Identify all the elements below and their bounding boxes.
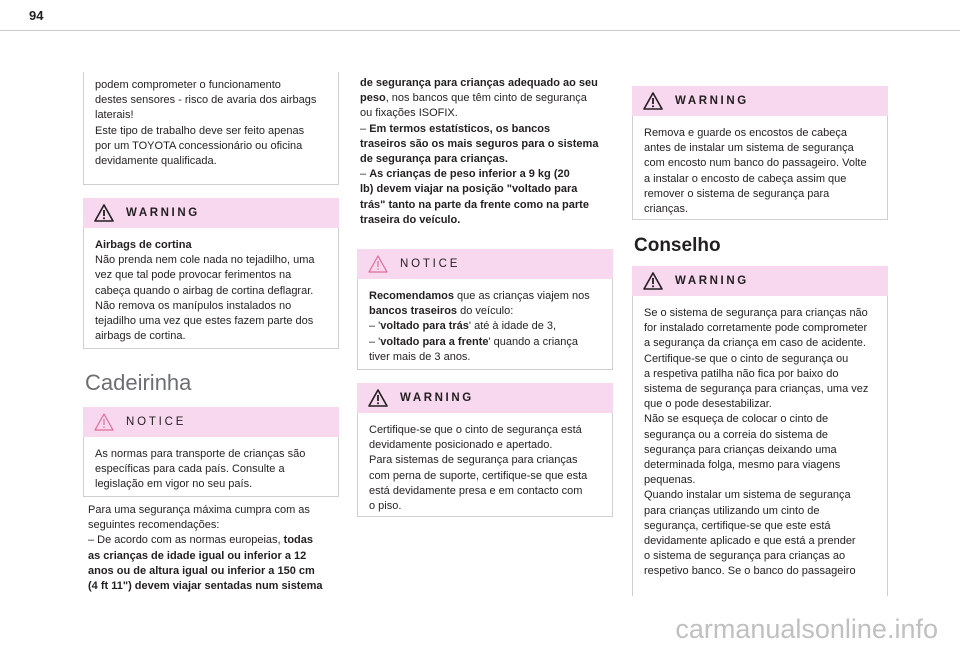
body-bold: peso [360, 92, 386, 105]
notice-bold: Recomendamos [369, 290, 454, 302]
body-dash: – [360, 122, 370, 135]
warning-line: devidamente posicionado e apertado. [369, 439, 553, 452]
warning-box-installation [632, 266, 888, 596]
body-bold: As crianças de peso inferior a 9 kg (20 [369, 168, 570, 181]
notice-line: do veículo: [457, 305, 514, 318]
body-text-col1 [88, 503, 344, 594]
warning-line: antes de instalar um sistema de segurança [644, 142, 854, 155]
warning-line: tejadilho uma vez que estes fazem parte dos [95, 315, 314, 328]
warning-line: segurança ou a correia do sistema de [644, 428, 829, 441]
warning-header [632, 266, 888, 296]
notice-line: As normas para transporte de crianças são [95, 448, 306, 460]
warning-triangle-icon [368, 389, 388, 407]
warning-box-headrests [632, 86, 888, 220]
notice-box-country-rules [83, 407, 339, 497]
body-bold: (4 ft 11") devem viajar sentadas num sistema [88, 580, 323, 593]
warning-line: segurança para crianças deixando uma [644, 443, 837, 456]
notice-line: legislação em vigor no seu país. [95, 478, 253, 491]
continued-line: devidamente qualificada. [95, 155, 217, 168]
warning-line: respetivo banco. Se o banco do passageiro [644, 565, 856, 578]
warning-header [357, 383, 613, 413]
notice-triangle-icon [94, 413, 114, 431]
notice-line: tiver mais de 3 anos. [369, 350, 471, 363]
warning-line: o sistema de segurança para crianças ao [644, 550, 846, 563]
notice-bold: bancos traseiros [369, 305, 458, 318]
section-title-cadeirinha: Cadeirinha [85, 370, 192, 395]
warning-title: Airbags de cortina [95, 239, 192, 251]
warning-line: determinada folga, mesmo para viagens [644, 459, 841, 472]
notice-label: NOTICE [126, 416, 187, 428]
body-bold: de segurança para crianças. [360, 153, 508, 166]
notice-bold: voltado para a frente [380, 335, 489, 348]
warning-line: Para sistemas de segurança para crianças [369, 454, 578, 467]
body-line: Para uma segurança máxima cumpra com as [88, 504, 310, 516]
section-title-conselho: Conselho [634, 235, 721, 256]
continued-line: podem comprometer o funcionamento [95, 79, 281, 91]
warning-line: remover o sistema de segurança para [644, 187, 830, 200]
body-dash: – [360, 168, 370, 181]
warning-line: segurança, certifique-se que este está [644, 519, 831, 532]
warning-line: a instalar o encosto de cabeça assim que [644, 172, 847, 185]
continued-line: Este tipo de trabalho deve ser feito apenas [95, 124, 305, 137]
warning-line: vez que tal pode provocar ferimentos na [95, 269, 292, 282]
warning-line: for instalado corretamente pode comprometer [644, 322, 868, 335]
warning-line: Se o sistema de segurança para crianças não [644, 307, 868, 319]
warning-line: com encosto num banco do passageiro. Volte [644, 157, 867, 170]
continued-line: destes sensores - risco de avaria dos airbags [95, 94, 317, 107]
body-bold: trás" tanto na parte da frente como na parte [360, 198, 589, 211]
warning-triangle-icon [643, 92, 663, 110]
warning-line: Certifique-se que o cinto de segurança está [369, 424, 582, 436]
body-line: seguintes recomendações: [88, 519, 220, 532]
warning-line: pequenas. [644, 474, 696, 487]
notice-line: ' quando a criança [488, 335, 579, 348]
body-bold: lb) devem viajar na posição "voltado para [360, 183, 578, 196]
warning-line: airbags de cortina. [95, 330, 186, 343]
warning-line: sistema de segurança para crianças, uma vez [644, 383, 869, 396]
notice-header [83, 407, 339, 437]
warning-label: WARNING [126, 207, 200, 219]
body-bold: anos ou de altura igual ou inferior a 150 cm [88, 564, 315, 577]
warning-line: Quando instalar um sistema de segurança [644, 489, 851, 502]
notice-line: – ' [369, 335, 381, 348]
continued-line: por um TOYOTA concessionário ou oficina [95, 139, 303, 152]
warning-line: Remova e guarde os encostos de cabeça [644, 127, 848, 139]
body-bold: de segurança para crianças adequado ao seu [360, 77, 598, 89]
warning-label: WARNING [675, 95, 749, 107]
page-number: 94 [29, 8, 44, 23]
warning-line: crianças. [644, 203, 689, 216]
warning-label: WARNING [400, 392, 474, 404]
notice-triangle-icon [368, 255, 388, 273]
body-text-col2 [360, 76, 616, 228]
warning-triangle-icon [643, 272, 663, 290]
warning-line: a segurança da criança em caso de acidente. [644, 337, 866, 350]
warning-header [83, 198, 339, 228]
body-line: ou fixações ISOFIX. [360, 107, 458, 120]
body-bold: as crianças de idade igual ou inferior a 12 [88, 549, 307, 562]
body-line: – De acordo com as normas europeias, [88, 534, 284, 547]
continued-warning-box [83, 72, 339, 185]
warning-line: Não prenda nem cole nada no tejadilho, uma [95, 254, 315, 267]
watermark-footer: carmanualsonline.info [675, 614, 938, 644]
notice-line: – ' [369, 320, 381, 333]
notice-header [357, 249, 613, 279]
body-bold: Em termos estatísticos, os bancos [369, 122, 551, 135]
continued-line: laterais! [95, 109, 134, 122]
warning-line: com perna de suporte, certifique-se que esta [369, 469, 588, 482]
notice-line: que as crianças viajem nos [453, 290, 590, 302]
notice-label: NOTICE [400, 258, 461, 270]
warning-line: cabeça quando o airbag de cortina deflagrar. [95, 284, 314, 297]
warning-box-curtain-airbags [83, 198, 339, 349]
body-bold: traseira do veículo. [360, 213, 461, 226]
notice-line: ' até à idade de 3, [468, 320, 557, 333]
warning-line: Certifique-se que o cinto de segurança ou [644, 352, 849, 365]
warning-line: devidamente aplicado e que está a prender [644, 535, 856, 548]
warning-line: que o pode desestabilizar. [644, 398, 772, 411]
warning-line: para crianças utilizando um cinto de [644, 504, 820, 517]
warning-line: Não se esqueça de colocar o cinto de [644, 413, 829, 426]
warning-header [632, 86, 888, 116]
warning-box-belt-position [357, 383, 613, 517]
body-line: , nos bancos que têm cinto de segurança [385, 92, 587, 105]
warning-label: WARNING [675, 275, 749, 287]
body-bold: todas [283, 534, 313, 547]
notice-bold: voltado para trás [380, 320, 469, 333]
header-rule [0, 30, 960, 31]
warning-line: o piso. [369, 500, 402, 513]
body-bold: traseiros são os mais seguros para o sistema [360, 137, 599, 150]
warning-line: Não remova os manípulos instalados no [95, 299, 292, 312]
notice-box-rear-seats [357, 249, 613, 370]
notice-line: específicas para cada país. Consulte a [95, 463, 285, 476]
warning-line: está devidamente presa e em contacto com [369, 484, 583, 497]
warning-line: a respetiva patilha não fica por baixo do [644, 367, 839, 380]
warning-triangle-icon [94, 204, 114, 222]
